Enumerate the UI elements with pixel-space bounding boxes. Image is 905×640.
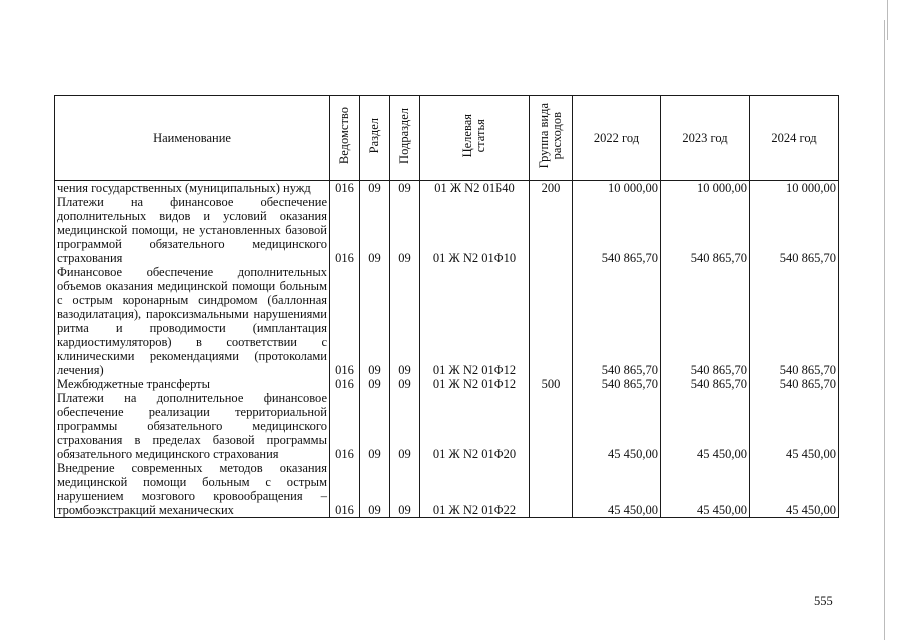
row-value-2022: 540 865,70: [573, 265, 661, 377]
row-razdel: 09: [360, 195, 390, 265]
row-expense-group: [530, 195, 573, 265]
table-row: [55, 181, 839, 196]
row-name: Платежи на дополнительное финансовое обеспечение реализации территориальной программы обязательного медицинского страхования в пределах базовой программы обязательного медицинского страхования: [55, 391, 330, 461]
table-row: [55, 377, 839, 391]
row-podrazdel: 09: [390, 461, 420, 518]
row-vedomstvo: 016: [330, 195, 360, 265]
row-name: Внедрение современных методов оказания медицинской помощи больным с острым нарушением мозгового кровообращения – тромбоэкстракций механических: [55, 461, 330, 518]
row-target-article: 01 Ж N2 01Ф22: [420, 461, 530, 518]
row-name: Платежи на финансовое обеспечение дополнительных видов и условий оказания медицинской помощи, не установленных базовой программой обязательного медицинского страхования: [55, 195, 330, 265]
scan-edge-right: [884, 20, 885, 640]
row-razdel: 09: [360, 461, 390, 518]
row-vedomstvo: 016: [330, 181, 360, 196]
row-value-2022: 540 865,70: [573, 377, 661, 391]
row-expense-group: [530, 265, 573, 377]
row-podrazdel: 09: [390, 181, 420, 196]
header-vedomstvo: Ведомство: [330, 96, 360, 181]
row-podrazdel: 09: [390, 265, 420, 377]
row-name: Межбюджетные трансферты: [55, 377, 330, 391]
row-razdel: 09: [360, 181, 390, 196]
row-value-2024: 45 450,00: [750, 461, 839, 518]
row-value-2022: 10 000,00: [573, 181, 661, 196]
row-razdel: 09: [360, 377, 390, 391]
row-value-2024: 10 000,00: [750, 181, 839, 196]
row-vedomstvo: 016: [330, 377, 360, 391]
row-expense-group: 500: [530, 377, 573, 391]
row-expense-group: 200: [530, 181, 573, 196]
row-name: Финансовое обеспечение дополнительных объемов оказания медицинской помощи больным с острым коронарным синдромом (баллонная вазодилатация), пароксизмальными нарушениями ритма и проводимости (имплантация кардиостимуляторов) в соответствии с клиническими рекомендациями (протоколами лечения): [55, 265, 330, 377]
table-row: [55, 461, 839, 518]
row-razdel: 09: [360, 391, 390, 461]
table-row: [55, 391, 839, 461]
row-value-2023: 540 865,70: [661, 377, 750, 391]
row-value-2022: 540 865,70: [573, 195, 661, 265]
row-value-2022: 45 450,00: [573, 461, 661, 518]
row-value-2024: 540 865,70: [750, 377, 839, 391]
row-target-article: 01 Ж N2 01Ф10: [420, 195, 530, 265]
row-value-2022: 45 450,00: [573, 391, 661, 461]
row-podrazdel: 09: [390, 391, 420, 461]
row-value-2023: 45 450,00: [661, 461, 750, 518]
header-expense-group: Группа вида расходов: [530, 96, 573, 181]
row-name: чения государственных (муниципальных) нужд: [55, 181, 330, 196]
header-2024: 2024 год: [750, 96, 839, 181]
row-podrazdel: 09: [390, 377, 420, 391]
header-target-article: Целевая статья: [420, 96, 530, 181]
table-row: [55, 195, 839, 265]
row-value-2024: 540 865,70: [750, 265, 839, 377]
row-target-article: 01 Ж N2 01Б40: [420, 181, 530, 196]
row-value-2023: 540 865,70: [661, 195, 750, 265]
header-name: Наименование: [55, 96, 330, 181]
row-expense-group: [530, 461, 573, 518]
table-row: [55, 265, 839, 377]
row-podrazdel: 09: [390, 195, 420, 265]
row-vedomstvo: 016: [330, 391, 360, 461]
row-value-2024: 45 450,00: [750, 391, 839, 461]
row-vedomstvo: 016: [330, 265, 360, 377]
row-vedomstvo: 016: [330, 461, 360, 518]
row-value-2023: 10 000,00: [661, 181, 750, 196]
row-razdel: 09: [360, 265, 390, 377]
header-razdel: Раздел: [360, 96, 390, 181]
row-target-article: 01 Ж N2 01Ф20: [420, 391, 530, 461]
scan-edge-top: [887, 0, 888, 40]
row-target-article: 01 Ж N2 01Ф12: [420, 377, 530, 391]
budget-table: [54, 95, 839, 518]
row-target-article: 01 Ж N2 01Ф12: [420, 265, 530, 377]
row-value-2023: 45 450,00: [661, 391, 750, 461]
header-2023: 2023 год: [661, 96, 750, 181]
table-header-row: [55, 96, 839, 181]
table-body: [55, 181, 839, 518]
row-value-2024: 540 865,70: [750, 195, 839, 265]
page-number: 555: [814, 594, 833, 608]
header-podrazdel: Подраздел: [390, 96, 420, 181]
row-value-2023: 540 865,70: [661, 265, 750, 377]
header-2022: 2022 год: [573, 96, 661, 181]
row-expense-group: [530, 391, 573, 461]
